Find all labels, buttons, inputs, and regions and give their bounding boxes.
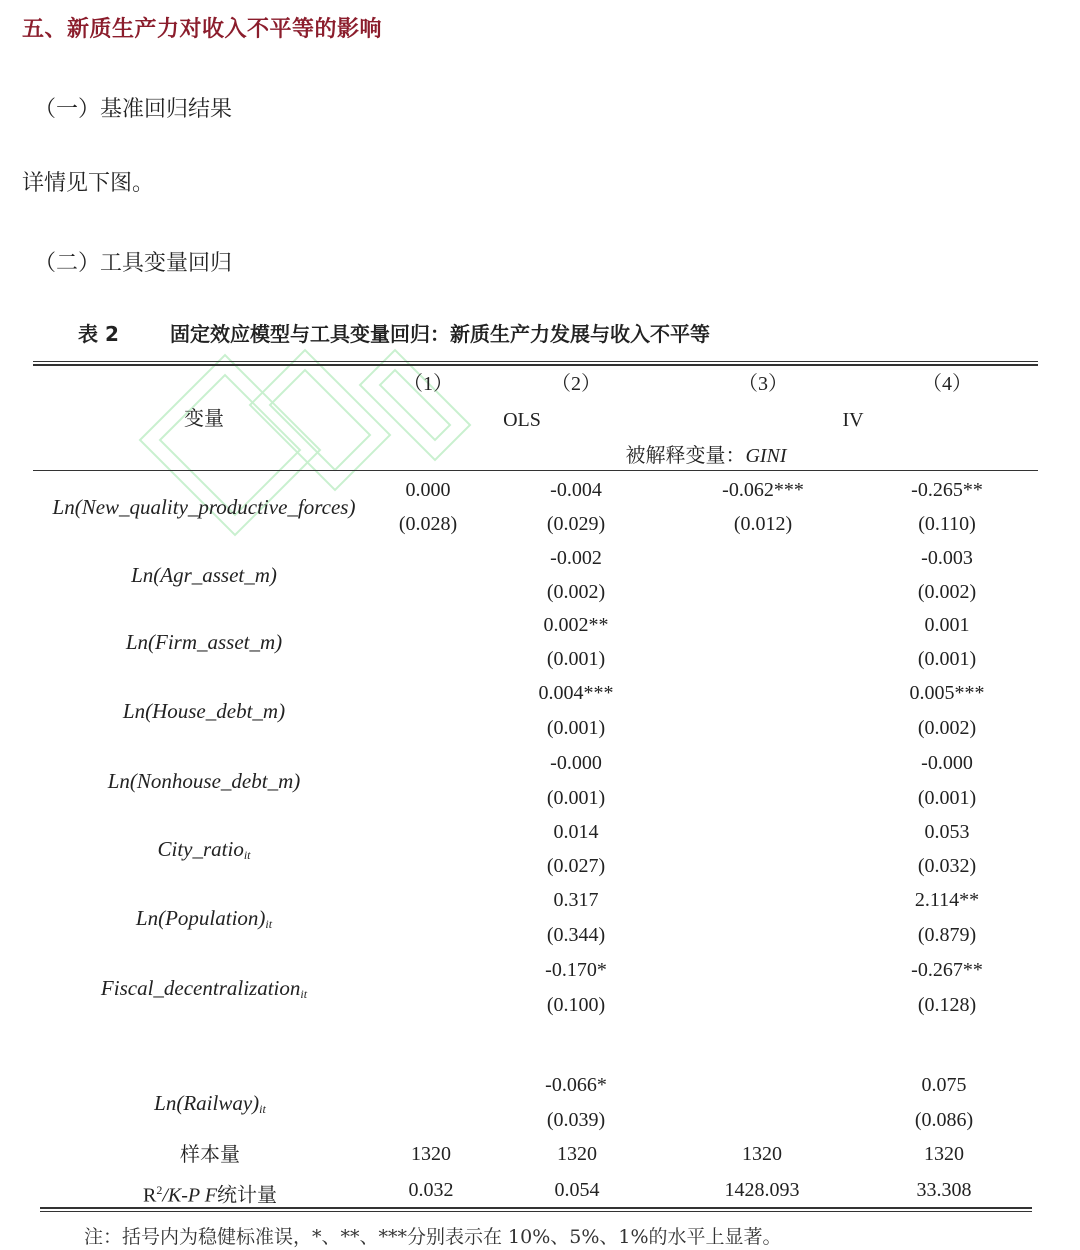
std-error-cell: (0.001) bbox=[917, 787, 977, 809]
stat-label-cn: 统计量 bbox=[216, 1182, 277, 1207]
sample-size-1: 1320 bbox=[411, 1143, 451, 1165]
table-caption-number: 表 2 bbox=[78, 322, 119, 346]
stat-label bbox=[143, 1178, 277, 1208]
std-error-cell: (0.001) bbox=[546, 648, 606, 670]
variable-name bbox=[157, 837, 250, 867]
coefficient-cell: 0.014 bbox=[553, 821, 599, 843]
std-error-cell: (0.344) bbox=[546, 924, 606, 946]
variable-name-text: Ln(Railway) bbox=[154, 1090, 260, 1115]
table-top-rule-thin bbox=[33, 361, 1038, 362]
variable-name-text: Ln(New_quality_productive_forces) bbox=[52, 495, 356, 519]
col-num-3: （3） bbox=[738, 373, 788, 395]
subsection-title-baseline: （一）基准回归结果 bbox=[34, 97, 233, 122]
coefficient-cell: -0.000 bbox=[921, 752, 973, 774]
std-error-cell: (0.086) bbox=[914, 1109, 974, 1131]
sample-size-4: 1320 bbox=[924, 1143, 964, 1165]
variable-name bbox=[108, 769, 301, 793]
variable-name-text: Ln(Firm_asset_m) bbox=[125, 630, 283, 654]
coefficient-cell: 0.053 bbox=[924, 821, 970, 843]
std-error-cell: (0.028) bbox=[398, 513, 458, 535]
method-iv: IV bbox=[842, 409, 864, 431]
std-error-cell: (0.100) bbox=[546, 994, 606, 1016]
coefficient-cell: 0.000 bbox=[405, 479, 451, 501]
sample-size-label: 样本量 bbox=[180, 1142, 240, 1166]
std-error-cell: (0.001) bbox=[546, 717, 606, 739]
coefficient-cell: 0.317 bbox=[553, 889, 599, 911]
sample-size-2: 1320 bbox=[557, 1143, 597, 1165]
stat-label-sup: 2 bbox=[156, 1183, 163, 1197]
coefficient-cell: 0.001 bbox=[924, 614, 970, 636]
coefficient-cell: 0.004*** bbox=[538, 682, 614, 704]
body-paragraph: 详情见下图。 bbox=[22, 171, 155, 196]
variable-name bbox=[154, 1091, 266, 1121]
stat-value-2: 0.054 bbox=[554, 1179, 600, 1201]
std-error-cell: (0.879) bbox=[917, 924, 977, 946]
subsection-title-iv: （二）工具变量回归 bbox=[34, 251, 233, 276]
table-header-rule bbox=[33, 470, 1038, 471]
variable-subscript: it bbox=[259, 1101, 266, 1116]
sample-size-3: 1320 bbox=[742, 1143, 782, 1165]
coefficient-cell: -0.066* bbox=[545, 1074, 607, 1096]
col-num-4: （4） bbox=[922, 373, 972, 395]
col-num-1: （1） bbox=[403, 373, 453, 395]
std-error-cell: (0.039) bbox=[546, 1109, 606, 1131]
variable-name bbox=[126, 630, 282, 654]
std-error-cell: (0.032) bbox=[917, 855, 977, 877]
std-error-cell: (0.128) bbox=[917, 994, 977, 1016]
method-ols: OLS bbox=[503, 409, 541, 431]
table-caption-title: 固定效应模型与工具变量回归：新质生产力发展与收入不平等 bbox=[170, 322, 710, 346]
std-error-cell: (0.012) bbox=[733, 513, 793, 535]
std-error-cell: (0.002) bbox=[917, 717, 977, 739]
std-error-cell: (0.002) bbox=[546, 581, 606, 603]
std-error-cell: (0.027) bbox=[546, 855, 606, 877]
variable-name bbox=[136, 906, 272, 936]
std-error-cell: (0.002) bbox=[917, 581, 977, 603]
variable-name bbox=[123, 699, 285, 723]
stat-label-r: R bbox=[143, 1184, 157, 1207]
dependent-variable bbox=[625, 443, 786, 468]
coefficient-cell: -0.004 bbox=[550, 479, 602, 501]
dependent-var: GINI bbox=[745, 445, 787, 467]
stat-label-kp: /K-P F bbox=[162, 1184, 217, 1207]
variable-name-text: Ln(Agr_asset_m) bbox=[131, 563, 277, 587]
coefficient-cell: -0.000 bbox=[550, 752, 602, 774]
coefficient-cell: -0.170* bbox=[545, 959, 607, 981]
coefficient-cell: 2.114** bbox=[914, 889, 980, 911]
col-num-2: （2） bbox=[551, 373, 601, 395]
variable-name-text: City_ratio bbox=[157, 837, 244, 861]
coefficient-cell: -0.267** bbox=[911, 959, 983, 981]
std-error-cell: (0.001) bbox=[917, 648, 977, 670]
header-variable: 变量 bbox=[184, 406, 224, 430]
dependent-label: 被解释变量： bbox=[625, 443, 746, 467]
coefficient-cell: -0.062*** bbox=[722, 479, 804, 501]
section-title: 五、新质生产力对收入不平等的影响 bbox=[22, 17, 383, 42]
variable-name bbox=[53, 495, 356, 519]
coefficient-cell: 0.005*** bbox=[909, 682, 985, 704]
std-error-cell: (0.110) bbox=[918, 513, 976, 535]
coefficient-cell: -0.003 bbox=[921, 547, 973, 569]
variable-subscript: it bbox=[300, 986, 308, 1001]
table-note: 注：括号内为稳健标准误，*、**、***分别表示在 10%、5%、1%的水平上显著。 bbox=[84, 1226, 782, 1248]
coefficient-cell: 0.075 bbox=[921, 1074, 967, 1096]
std-error-cell: (0.001) bbox=[546, 787, 606, 809]
coefficient-cell: -0.002 bbox=[550, 547, 602, 569]
variable-name-text: Ln(Nonhouse_debt_m) bbox=[107, 768, 301, 793]
coefficient-cell: -0.265** bbox=[911, 479, 983, 501]
variable-name bbox=[101, 976, 307, 1006]
stat-value-1: 0.032 bbox=[408, 1179, 454, 1201]
std-error-cell: (0.029) bbox=[546, 513, 606, 535]
variable-name-text: Fiscal_decentralization bbox=[100, 975, 301, 1000]
variable-subscript: it bbox=[265, 916, 273, 931]
table-bottom-rule-thin bbox=[40, 1211, 1032, 1212]
stat-value-4: 33.308 bbox=[916, 1179, 972, 1201]
table-top-rule-thick bbox=[33, 364, 1038, 366]
variable-subscript: it bbox=[243, 848, 251, 862]
variable-name bbox=[131, 563, 277, 587]
variable-name-text: Ln(House_debt_m) bbox=[122, 698, 286, 723]
coefficient-cell: 0.002** bbox=[543, 614, 609, 636]
stat-value-3: 1428.093 bbox=[724, 1179, 800, 1201]
variable-name-text: Ln(Population) bbox=[135, 905, 266, 930]
